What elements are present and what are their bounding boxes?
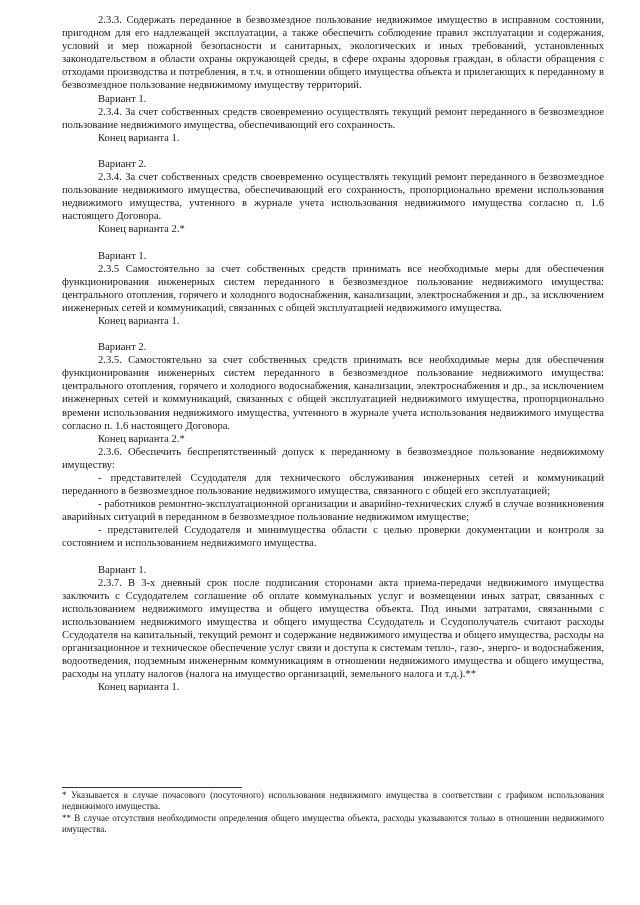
- clause-2-3-6-item-c: - представителей Ссудодателя и минимущества области с целью проверки документации и контроля за состоянием и использованием недвижимого имущества.: [62, 525, 604, 550]
- clause-2-3-5-variant-2: 2.3.5. Самостоятельно за счет собственных средств принимать все необходимые меры для обеспечения функционирования инженерных систем переданного в безвозмездное пользование недвижимого имущества: центрального отопления, горячего и холодного водоснабжения, канализации, электроснабжения и др., за исключением инженерных сетей и коммуникаций, связанных с общей эксплуатацией недвижимого имущества, пропорционально времени использования недвижимого имущества, учтенного в журнале учета использования недвижимого имущества согласно п. 1.6 настоящего Договора.: [62, 355, 604, 432]
- variant-1-label: Вариант 1.: [98, 93, 147, 105]
- document-body: [62, 14, 604, 695]
- footnote-1: * Указывается в случае почасового (посуточного) использования недвижимого имущества в соответствии с графиком использования недвижимого имущества.: [62, 790, 604, 811]
- clause-2-3-4-variant-2: 2.3.4. За счет собственных средств своевременно осуществлять текущий ремонт переданного в безвозмездное пользование недвижимого имущества, обеспечивающий его сохранность, пропорционально времени использования недвижимого имущества, учтенного в журнале учета использования недвижимого имущества согласно п. 1.6 настоящего Договора.: [62, 172, 604, 223]
- variant-2-end: Конец варианта 2.*: [98, 433, 185, 445]
- footnotes: [62, 787, 604, 836]
- variant-2-label: Вариант 2.: [98, 158, 147, 170]
- variant-2-label: Вариант 2.: [98, 342, 147, 354]
- variant-1-label: Вариант 1.: [98, 250, 147, 262]
- variant-1-label: Вариант 1.: [98, 564, 147, 576]
- footnote-2: ** В случае отсутствия необходимости определения общего имущества объекта, расходы указываются только в отношении недвижимого имущества.: [62, 813, 604, 834]
- clause-2-3-6-item-a: - представителей Ссудодателя для технического обслуживания инженерных сетей и коммуникаций переданного в безвозмездное пользование недвижимого имущества, связанного с общей его эксплуатацией;: [62, 473, 604, 498]
- variant-1-end: Конец варианта 1.: [98, 315, 180, 327]
- footnote-separator: [62, 787, 242, 788]
- clause-2-3-3: 2.3.3. Содержать переданное в безвозмездное пользование недвижимое имущество в исправном состоянии, пригодном для его надлежащей эксплуатации, а также обеспечить соблюдение правил эксплуатации и содержания, условий и мер пожарной безопасности и санитарных, экологических и иных требований, установленных законодательством в области охраны окружающей среды, в сфере охраны здоровья граждан, в области обращения с отходами производства и потребления, в т.ч. в отношении общего имущества объекта и прилегающих к переданному в безвозмездное пользование недвижимому имуществу территорий.: [62, 15, 604, 92]
- clause-2-3-4-variant-1: 2.3.4. За счет собственных средств своевременно осуществлять текущий ремонт переданного в безвозмездное пользование недвижимого имущества, обеспечивающий его сохранность.: [62, 106, 604, 131]
- variant-2-end: Конец варианта 2.*: [98, 224, 185, 236]
- variant-1-end: Конец варианта 1.: [98, 132, 180, 144]
- clause-2-3-7: 2.3.7. В 3-х дневный срок после подписания сторонами акта приема-передачи недвижимого имущества заключить с Ссудодателем соглашение об оплате коммунальных услуг и возмещении иных затрат, связанных с использованием недвижимого имущества и общего имущества объекта. Под иными затратами, связанными с использованием недвижимого имущества и общего имущества Ссудодатель и Ссудополучатель считают расходы Ссудодателя на капитальный, текущий ремонт и содержание недвижимого имущества и общего имущества, расходы на организационное и техническое обеспечение услуг связи и доступа к системам тепло-, газо-, энерго- и водоснабжения, водоотведения, подземным инженерным коммуникациям в отношении недвижимого имущества и общего имущества, расходы на уплату налогов (налога на имущество организаций, земельного налога и т.д.).**: [62, 577, 604, 681]
- variant-1-end: Конец варианта 1.: [98, 682, 180, 694]
- clause-2-3-5-variant-1: 2.3.5 Самостоятельно за счет собственных средств принимать все необходимые меры для обеспечения функционирования инженерных систем переданного в безвозмездное пользование недвижимого имущества: центрального отопления, горячего и холодного водоснабжения, канализации, электроснабжения и др., за исключением инженерных сетей и коммуникаций, связанных с общей эксплуатацией недвижимого имущества.: [62, 263, 604, 314]
- clause-2-3-6-item-b: - работников ремонтно-эксплуатационной организации и аварийно-технических служб в случае возникновения аварийных ситуаций в переданном в безвозмездное пользование недвижимом имуществе;: [62, 499, 604, 524]
- clause-2-3-6: 2.3.6. Обеспечить беспрепятственный допуск к переданному в безвозмездное пользование недвижимому имуществу:: [62, 446, 604, 471]
